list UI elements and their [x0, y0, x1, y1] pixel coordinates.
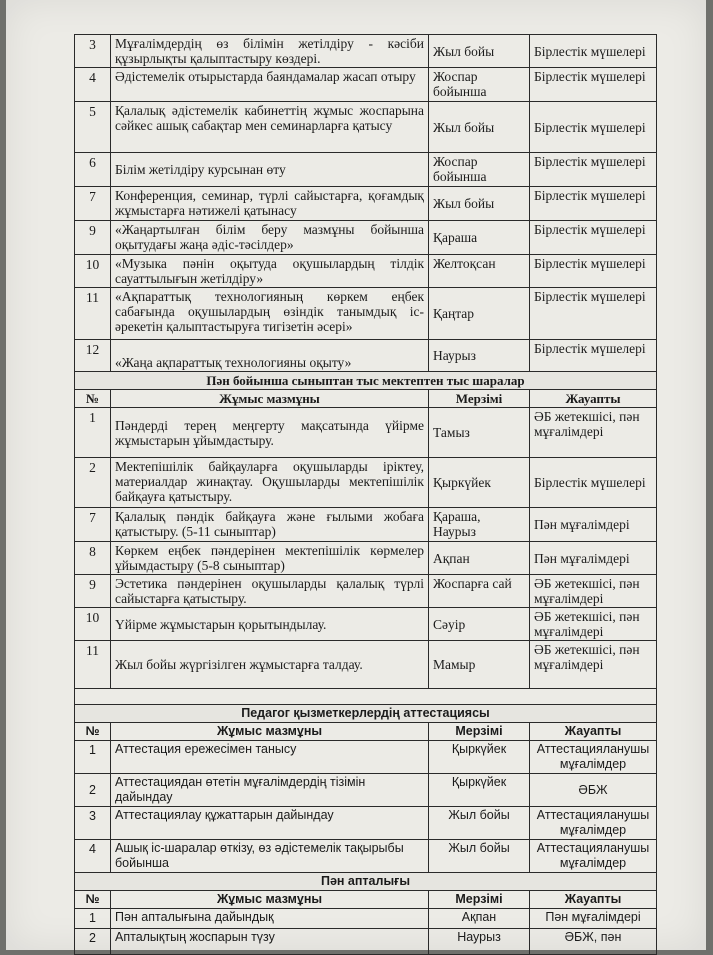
table-row	[75, 909, 657, 929]
row-content: Апталықтың жоспарын түзу	[111, 929, 429, 955]
row-deadline: Ақпан	[429, 909, 530, 929]
row-responsible: Бірлестік мүшелері	[530, 340, 657, 372]
row-responsible: ӘБЖ, пән	[530, 929, 657, 955]
row-number: 8	[75, 542, 111, 575]
header-content: Жұмыс мазмұны	[111, 891, 429, 909]
row-deadline: Қыркүйек	[429, 458, 530, 508]
row-responsible: ӘБЖ	[530, 774, 657, 807]
row-number: 9	[75, 575, 111, 608]
table-row	[75, 774, 657, 807]
row-responsible: Бірлестік мүшелері	[530, 255, 657, 288]
table-row	[75, 102, 657, 153]
header-number: №	[75, 723, 111, 741]
row-content: «Жаңа ақпараттық технологияны оқыту»	[111, 340, 429, 372]
table-header-row	[75, 390, 657, 408]
row-number: 3	[75, 35, 111, 68]
table-row	[75, 929, 657, 955]
row-number: 2	[75, 929, 111, 955]
table-row	[75, 458, 657, 508]
row-deadline: Тамыз	[429, 408, 530, 458]
row-responsible: Аттестацияланушы мұғалімдер	[530, 807, 657, 840]
row-number: 1	[75, 909, 111, 929]
header-responsible: Жауапты	[530, 891, 657, 909]
header-responsible: Жауапты	[530, 390, 657, 408]
row-number: 1	[75, 408, 111, 458]
row-content: Ашық іс-шаралар өткізу, өз әдістемелік тақырыбы бойынша	[111, 840, 429, 873]
row-content: Үйірме жұмыстарын қорытындылау.	[111, 608, 429, 641]
table-row	[75, 641, 657, 689]
row-responsible: ӘБ жетекшісі, пән мұғалімдері	[530, 408, 657, 458]
row-content: Эстетика пәндерінен оқушыларды қалалық түрлі сайыстарға қатыстыру.	[111, 575, 429, 608]
section-title-row	[75, 873, 657, 891]
row-responsible: Пән мұғалімдері	[530, 542, 657, 575]
spacer-cell	[75, 689, 657, 705]
header-deadline: Мерзімі	[429, 723, 530, 741]
row-number: 9	[75, 221, 111, 255]
plan-table	[74, 34, 657, 955]
row-responsible: Бірлестік мүшелері	[530, 221, 657, 255]
row-number: 7	[75, 508, 111, 542]
row-number: 10	[75, 608, 111, 641]
row-number: 10	[75, 255, 111, 288]
row-deadline: Қараша, Наурыз	[429, 508, 530, 542]
row-content: Жыл бойы жүргізілген жұмыстарға талдау.	[111, 641, 429, 689]
row-responsible: Бірлестік мүшелері	[530, 68, 657, 102]
table-header-row	[75, 891, 657, 909]
row-number: 6	[75, 153, 111, 187]
row-responsible: Пән мұғалімдері	[530, 909, 657, 929]
table-row	[75, 807, 657, 840]
row-responsible: Бірлестік мүшелері	[530, 102, 657, 153]
row-content: Аттестациялау құжаттарын дайындау	[111, 807, 429, 840]
table-row	[75, 608, 657, 641]
row-number: 5	[75, 102, 111, 153]
section-title: Педагог қызметкерлердің аттестациясы	[75, 705, 657, 723]
row-responsible: Пән мұғалімдері	[530, 508, 657, 542]
row-deadline: Наурыз	[429, 929, 530, 955]
row-content: Аттестация ережесімен танысу	[111, 741, 429, 774]
table-row	[75, 508, 657, 542]
row-deadline: Жыл бойы	[429, 840, 530, 873]
row-content: Аттестациядан өтетін мұғалімдердің тізімін дайындау	[111, 774, 429, 807]
row-responsible: Аттестацияланушы мұғалімдер	[530, 840, 657, 873]
header-number: №	[75, 390, 111, 408]
row-number: 12	[75, 340, 111, 372]
row-responsible: Бірлестік мүшелері	[530, 288, 657, 340]
row-number: 11	[75, 288, 111, 340]
row-content: «Жаңартылған білім беру мазмұны бойынша оқытудағы жаңа әдіс-тәсілдер»	[111, 221, 429, 255]
row-number: 4	[75, 840, 111, 873]
row-responsible: Бірлестік мүшелері	[530, 187, 657, 221]
table-row	[75, 340, 657, 372]
section-title-row	[75, 705, 657, 723]
row-number: 7	[75, 187, 111, 221]
row-deadline: Жыл бойы	[429, 807, 530, 840]
table-row	[75, 542, 657, 575]
row-deadline: Ақпан	[429, 542, 530, 575]
row-content: Әдістемелік отырыстарда баяндамалар жасап отыру	[111, 68, 429, 102]
row-number: 1	[75, 741, 111, 774]
row-content: «Музыка пәнін оқытуда оқушылардың тілдік сауаттылығын жетілдіру»	[111, 255, 429, 288]
row-content: Конференция, семинар, түрлі сайыстарға, қоғамдық жұмыстарға нәтижелі қатынасу	[111, 187, 429, 221]
row-deadline: Жыл бойы	[429, 35, 530, 68]
section-title: Пән апталығы	[75, 873, 657, 891]
section-title: Пән бойынша сыныптан тыс мектептен тыс шаралар	[75, 372, 657, 390]
row-content: Мектепішілік байқауларға оқушыларды іріктеу, материалдар жинақтау. Оқушыларды мектепішілік байқауға қатыстыру.	[111, 458, 429, 508]
table-row	[75, 741, 657, 774]
header-deadline: Мерзімі	[429, 390, 530, 408]
row-number: 2	[75, 458, 111, 508]
spacer-row	[75, 689, 657, 705]
row-responsible: Аттестацияланушы мұғалімдер	[530, 741, 657, 774]
header-content: Жұмыс мазмұны	[111, 723, 429, 741]
row-responsible: Бірлестік мүшелері	[530, 35, 657, 68]
row-deadline: Наурыз	[429, 340, 530, 372]
row-content: Пән апталығына дайындық	[111, 909, 429, 929]
row-number: 4	[75, 68, 111, 102]
row-deadline: Желтоқсан	[429, 255, 530, 288]
table-row	[75, 255, 657, 288]
header-number: №	[75, 891, 111, 909]
row-responsible: ӘБ жетекшісі, пән мұғалімдері	[530, 575, 657, 608]
section-title-row	[75, 372, 657, 390]
row-deadline: Жоспарға сай	[429, 575, 530, 608]
table-row	[75, 221, 657, 255]
table-row	[75, 575, 657, 608]
row-number: 2	[75, 774, 111, 807]
row-content: Қалалық әдістемелік кабинеттің жұмыс жоспарына сәйкес ашық сабақтар мен семинарларға қатысу	[111, 102, 429, 153]
table-row	[75, 153, 657, 187]
row-content: Білім жетілдіру курсынан өту	[111, 153, 429, 187]
row-deadline: Жоспар бойынша	[429, 153, 530, 187]
header-deadline: Мерзімі	[429, 891, 530, 909]
table-row	[75, 35, 657, 68]
table-row	[75, 408, 657, 458]
table-row	[75, 187, 657, 221]
table-row	[75, 840, 657, 873]
row-number: 11	[75, 641, 111, 689]
table-row	[75, 68, 657, 102]
row-content: Мұғалімдердің өз білімін жетілдіру - кәсіби құзырлықты қалыптастыру көздері.	[111, 35, 429, 68]
table-row	[75, 288, 657, 340]
row-responsible: ӘБ жетекшісі, пән мұғалімдері	[530, 641, 657, 689]
row-content: Көркем еңбек пәндерінен мектепішілік көрмелер ұйымдастыру (5-8 сыныптар)	[111, 542, 429, 575]
header-responsible: Жауапты	[530, 723, 657, 741]
row-responsible: Бірлестік мүшелері	[530, 153, 657, 187]
row-content: Қалалық пәндік байқауға және ғылыми жобаға қатыстыру. (5-11 сыныптар)	[111, 508, 429, 542]
row-responsible: ӘБ жетекшісі, пән мұғалімдері	[530, 608, 657, 641]
header-content: Жұмыс мазмұны	[111, 390, 429, 408]
row-deadline: Жоспар бойынша	[429, 68, 530, 102]
row-deadline: Қыркүйек	[429, 774, 530, 807]
row-deadline: Сәуір	[429, 608, 530, 641]
row-content: Пәндерді терең меңгерту мақсатында үйірме жұмыстарын ұйымдастыру.	[111, 408, 429, 458]
row-deadline: Жыл бойы	[429, 187, 530, 221]
row-deadline: Қаңтар	[429, 288, 530, 340]
row-number: 3	[75, 807, 111, 840]
row-responsible: Бірлестік мүшелері	[530, 458, 657, 508]
row-deadline: Қараша	[429, 221, 530, 255]
row-deadline: Қыркүйек	[429, 741, 530, 774]
row-deadline: Жыл бойы	[429, 102, 530, 153]
row-deadline: Мамыр	[429, 641, 530, 689]
row-content: «Ақпараттық технологияның көркем еңбек сабағында оқушылардың өзіндік танымдық іс-әрекетін қалыптастыруға тигізетін әсері»	[111, 288, 429, 340]
table-header-row	[75, 723, 657, 741]
